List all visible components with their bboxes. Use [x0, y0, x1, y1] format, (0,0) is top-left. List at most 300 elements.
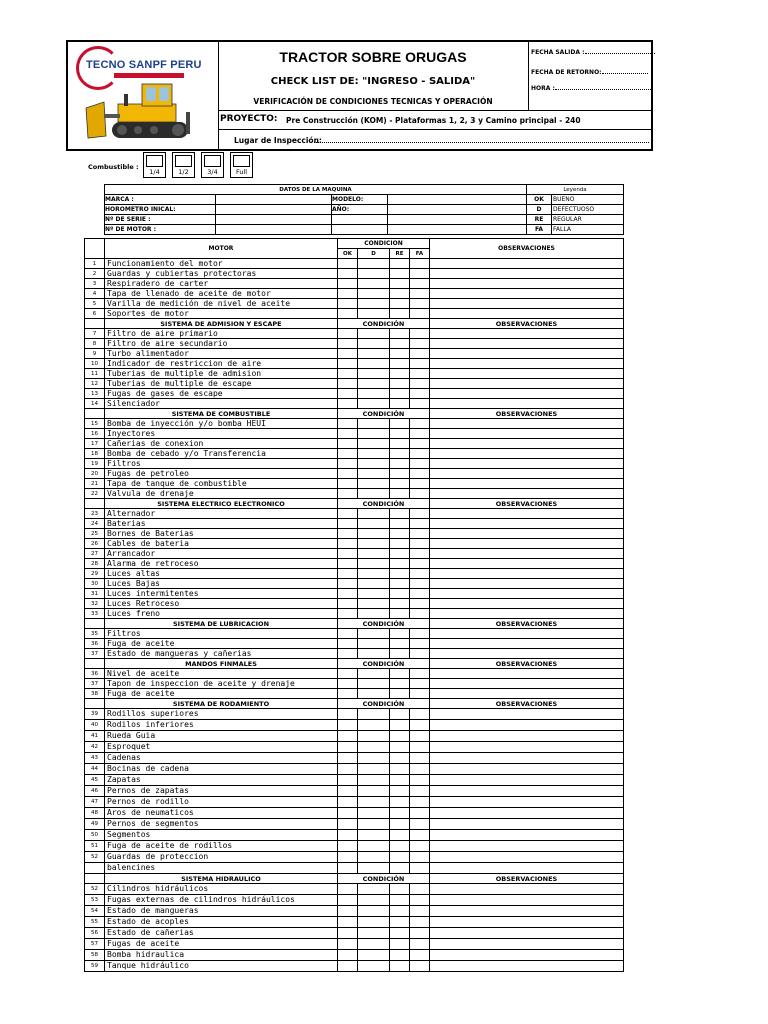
condition-ok-cell[interactable] [338, 569, 358, 579]
observation-cell[interactable] [430, 939, 624, 950]
condition-fa-cell[interactable] [410, 389, 430, 399]
condition-re-cell[interactable] [390, 852, 410, 863]
condition-ok-cell[interactable] [338, 808, 358, 819]
condition-fa-cell[interactable] [410, 459, 430, 469]
condition-d-cell[interactable] [358, 299, 390, 309]
condition-d-cell[interactable] [358, 469, 390, 479]
condition-d-cell[interactable] [358, 539, 390, 549]
condition-fa-cell[interactable] [410, 669, 430, 679]
condition-fa-cell[interactable] [410, 369, 430, 379]
modelo-input[interactable] [388, 195, 527, 205]
condition-d-cell[interactable] [358, 797, 390, 808]
condition-re-cell[interactable] [390, 419, 410, 429]
condition-d-cell[interactable] [358, 509, 390, 519]
condition-re-cell[interactable] [390, 489, 410, 499]
observation-cell[interactable] [430, 884, 624, 895]
condition-d-cell[interactable] [358, 841, 390, 852]
condition-re-cell[interactable] [390, 609, 410, 619]
condition-d-cell[interactable] [358, 863, 390, 874]
observation-cell[interactable] [430, 289, 624, 299]
condition-d-cell[interactable] [358, 529, 390, 539]
condition-ok-cell[interactable] [338, 841, 358, 852]
observation-cell[interactable] [430, 649, 624, 659]
condition-d-cell[interactable] [358, 950, 390, 961]
condition-fa-cell[interactable] [410, 449, 430, 459]
condition-ok-cell[interactable] [338, 349, 358, 359]
condition-re-cell[interactable] [390, 529, 410, 539]
condition-d-cell[interactable] [358, 309, 390, 319]
condition-re-cell[interactable] [390, 379, 410, 389]
observation-cell[interactable] [430, 309, 624, 319]
condition-fa-cell[interactable] [410, 479, 430, 489]
condition-d-cell[interactable] [358, 731, 390, 742]
condition-fa-cell[interactable] [410, 509, 430, 519]
condition-d-cell[interactable] [358, 830, 390, 841]
condition-d-cell[interactable] [358, 679, 390, 689]
observation-cell[interactable] [430, 549, 624, 559]
condition-ok-cell[interactable] [338, 639, 358, 649]
observation-cell[interactable] [430, 720, 624, 731]
condition-re-cell[interactable] [390, 339, 410, 349]
condition-fa-cell[interactable] [410, 917, 430, 928]
condition-d-cell[interactable] [358, 429, 390, 439]
condition-ok-cell[interactable] [338, 884, 358, 895]
condition-ok-cell[interactable] [338, 509, 358, 519]
observation-cell[interactable] [430, 419, 624, 429]
condition-d-cell[interactable] [358, 329, 390, 339]
condition-re-cell[interactable] [390, 669, 410, 679]
condition-ok-cell[interactable] [338, 299, 358, 309]
condition-ok-cell[interactable] [338, 689, 358, 699]
observation-cell[interactable] [430, 379, 624, 389]
condition-ok-cell[interactable] [338, 797, 358, 808]
condition-re-cell[interactable] [390, 449, 410, 459]
condition-d-cell[interactable] [358, 349, 390, 359]
condition-re-cell[interactable] [390, 731, 410, 742]
observation-cell[interactable] [430, 479, 624, 489]
condition-re-cell[interactable] [390, 819, 410, 830]
condition-d-cell[interactable] [358, 917, 390, 928]
condition-fa-cell[interactable] [410, 299, 430, 309]
condition-d-cell[interactable] [358, 389, 390, 399]
observation-cell[interactable] [430, 830, 624, 841]
observation-cell[interactable] [430, 359, 624, 369]
observation-cell[interactable] [430, 797, 624, 808]
condition-ok-cell[interactable] [338, 629, 358, 639]
condition-re-cell[interactable] [390, 679, 410, 689]
condition-fa-cell[interactable] [410, 559, 430, 569]
condition-ok-cell[interactable] [338, 469, 358, 479]
observation-cell[interactable] [430, 689, 624, 699]
condition-re-cell[interactable] [390, 459, 410, 469]
condition-d-cell[interactable] [358, 579, 390, 589]
observation-cell[interactable] [430, 589, 624, 599]
fuel-level-quarter[interactable]: 1/4 [143, 152, 166, 178]
condition-fa-cell[interactable] [410, 379, 430, 389]
condition-re-cell[interactable] [390, 928, 410, 939]
condition-re-cell[interactable] [390, 884, 410, 895]
condition-re-cell[interactable] [390, 720, 410, 731]
observation-cell[interactable] [430, 742, 624, 753]
condition-re-cell[interactable] [390, 569, 410, 579]
condition-d-cell[interactable] [358, 459, 390, 469]
horometro-input[interactable] [216, 205, 332, 215]
condition-ok-cell[interactable] [338, 852, 358, 863]
anio-input[interactable] [388, 205, 527, 215]
observation-cell[interactable] [430, 449, 624, 459]
condition-fa-cell[interactable] [410, 599, 430, 609]
condition-ok-cell[interactable] [338, 339, 358, 349]
observation-cell[interactable] [430, 679, 624, 689]
observation-cell[interactable] [430, 786, 624, 797]
condition-ok-cell[interactable] [338, 895, 358, 906]
inspection-place-row[interactable] [218, 130, 653, 149]
observation-cell[interactable] [430, 917, 624, 928]
condition-d-cell[interactable] [358, 906, 390, 917]
observation-cell[interactable] [430, 709, 624, 720]
condition-re-cell[interactable] [390, 369, 410, 379]
condition-fa-cell[interactable] [410, 539, 430, 549]
condition-fa-cell[interactable] [410, 819, 430, 830]
condition-re-cell[interactable] [390, 841, 410, 852]
observation-cell[interactable] [430, 569, 624, 579]
condition-ok-cell[interactable] [338, 906, 358, 917]
observation-cell[interactable] [430, 519, 624, 529]
observation-cell[interactable] [430, 731, 624, 742]
condition-ok-cell[interactable] [338, 529, 358, 539]
condition-ok-cell[interactable] [338, 775, 358, 786]
condition-d-cell[interactable] [358, 449, 390, 459]
condition-ok-cell[interactable] [338, 329, 358, 339]
condition-ok-cell[interactable] [338, 786, 358, 797]
serie-input[interactable] [216, 215, 332, 225]
condition-ok-cell[interactable] [338, 669, 358, 679]
observation-cell[interactable] [430, 539, 624, 549]
condition-d-cell[interactable] [358, 489, 390, 499]
condition-re-cell[interactable] [390, 479, 410, 489]
condition-fa-cell[interactable] [410, 469, 430, 479]
condition-re-cell[interactable] [390, 863, 410, 874]
condition-fa-cell[interactable] [410, 906, 430, 917]
condition-d-cell[interactable] [358, 884, 390, 895]
observation-cell[interactable] [430, 329, 624, 339]
condition-re-cell[interactable] [390, 429, 410, 439]
observation-cell[interactable] [430, 764, 624, 775]
condition-re-cell[interactable] [390, 589, 410, 599]
fuel-level-full[interactable]: Full [230, 152, 253, 178]
observation-cell[interactable] [430, 349, 624, 359]
condition-fa-cell[interactable] [410, 629, 430, 639]
condition-ok-cell[interactable] [338, 928, 358, 939]
condition-ok-cell[interactable] [338, 559, 358, 569]
condition-fa-cell[interactable] [410, 679, 430, 689]
condition-fa-cell[interactable] [410, 649, 430, 659]
hora-field[interactable]: HORA : [531, 83, 653, 92]
condition-re-cell[interactable] [390, 559, 410, 569]
condition-re-cell[interactable] [390, 439, 410, 449]
condition-ok-cell[interactable] [338, 579, 358, 589]
condition-ok-cell[interactable] [338, 289, 358, 299]
condition-ok-cell[interactable] [338, 961, 358, 972]
condition-ok-cell[interactable] [338, 939, 358, 950]
condition-d-cell[interactable] [358, 775, 390, 786]
condition-ok-cell[interactable] [338, 649, 358, 659]
condition-d-cell[interactable] [358, 369, 390, 379]
condition-ok-cell[interactable] [338, 519, 358, 529]
condition-fa-cell[interactable] [410, 639, 430, 649]
condition-d-cell[interactable] [358, 819, 390, 830]
condition-fa-cell[interactable] [410, 863, 430, 874]
condition-ok-cell[interactable] [338, 917, 358, 928]
condition-re-cell[interactable] [390, 509, 410, 519]
condition-re-cell[interactable] [390, 289, 410, 299]
condition-fa-cell[interactable] [410, 928, 430, 939]
condition-fa-cell[interactable] [410, 489, 430, 499]
condition-ok-cell[interactable] [338, 731, 358, 742]
condition-d-cell[interactable] [358, 720, 390, 731]
observation-cell[interactable] [430, 399, 624, 409]
observation-cell[interactable] [430, 369, 624, 379]
condition-re-cell[interactable] [390, 764, 410, 775]
condition-fa-cell[interactable] [410, 797, 430, 808]
condition-re-cell[interactable] [390, 389, 410, 399]
condition-re-cell[interactable] [390, 797, 410, 808]
condition-re-cell[interactable] [390, 549, 410, 559]
condition-d-cell[interactable] [358, 939, 390, 950]
observation-cell[interactable] [430, 599, 624, 609]
condition-ok-cell[interactable] [338, 389, 358, 399]
fuel-level-three-quarters[interactable]: 3/4 [201, 152, 224, 178]
condition-d-cell[interactable] [358, 259, 390, 269]
condition-re-cell[interactable] [390, 309, 410, 319]
condition-fa-cell[interactable] [410, 841, 430, 852]
condition-re-cell[interactable] [390, 961, 410, 972]
condition-fa-cell[interactable] [410, 529, 430, 539]
condition-d-cell[interactable] [358, 599, 390, 609]
condition-re-cell[interactable] [390, 469, 410, 479]
condition-re-cell[interactable] [390, 895, 410, 906]
condition-ok-cell[interactable] [338, 369, 358, 379]
observation-cell[interactable] [430, 841, 624, 852]
condition-d-cell[interactable] [358, 339, 390, 349]
condition-d-cell[interactable] [358, 439, 390, 449]
condition-ok-cell[interactable] [338, 279, 358, 289]
condition-ok-cell[interactable] [338, 379, 358, 389]
observation-cell[interactable] [430, 639, 624, 649]
condition-fa-cell[interactable] [410, 579, 430, 589]
condition-ok-cell[interactable] [338, 830, 358, 841]
observation-cell[interactable] [430, 852, 624, 863]
condition-d-cell[interactable] [358, 786, 390, 797]
condition-re-cell[interactable] [390, 950, 410, 961]
observation-cell[interactable] [430, 339, 624, 349]
condition-fa-cell[interactable] [410, 961, 430, 972]
condition-ok-cell[interactable] [338, 479, 358, 489]
condition-d-cell[interactable] [358, 359, 390, 369]
condition-d-cell[interactable] [358, 928, 390, 939]
condition-d-cell[interactable] [358, 709, 390, 720]
condition-fa-cell[interactable] [410, 753, 430, 764]
condition-re-cell[interactable] [390, 259, 410, 269]
condition-d-cell[interactable] [358, 549, 390, 559]
condition-ok-cell[interactable] [338, 709, 358, 720]
condition-re-cell[interactable] [390, 299, 410, 309]
condition-fa-cell[interactable] [410, 349, 430, 359]
condition-ok-cell[interactable] [338, 359, 358, 369]
condition-d-cell[interactable] [358, 961, 390, 972]
condition-fa-cell[interactable] [410, 259, 430, 269]
condition-re-cell[interactable] [390, 742, 410, 753]
condition-fa-cell[interactable] [410, 289, 430, 299]
condition-re-cell[interactable] [390, 830, 410, 841]
condition-re-cell[interactable] [390, 279, 410, 289]
condition-fa-cell[interactable] [410, 764, 430, 775]
fuel-level-half[interactable]: 1/2 [172, 152, 195, 178]
condition-re-cell[interactable] [390, 269, 410, 279]
condition-fa-cell[interactable] [410, 852, 430, 863]
condition-ok-cell[interactable] [338, 309, 358, 319]
condition-re-cell[interactable] [390, 349, 410, 359]
condition-d-cell[interactable] [358, 379, 390, 389]
fecha-salida-field[interactable]: FECHA SALIDA : [531, 47, 655, 56]
condition-re-cell[interactable] [390, 775, 410, 786]
condition-d-cell[interactable] [358, 279, 390, 289]
motor-input[interactable] [216, 225, 332, 235]
condition-fa-cell[interactable] [410, 775, 430, 786]
condition-ok-cell[interactable] [338, 863, 358, 874]
condition-d-cell[interactable] [358, 519, 390, 529]
condition-re-cell[interactable] [390, 906, 410, 917]
condition-fa-cell[interactable] [410, 731, 430, 742]
condition-d-cell[interactable] [358, 559, 390, 569]
condition-fa-cell[interactable] [410, 895, 430, 906]
condition-re-cell[interactable] [390, 599, 410, 609]
condition-ok-cell[interactable] [338, 609, 358, 619]
condition-ok-cell[interactable] [338, 259, 358, 269]
condition-d-cell[interactable] [358, 589, 390, 599]
condition-fa-cell[interactable] [410, 419, 430, 429]
condition-d-cell[interactable] [358, 639, 390, 649]
observation-cell[interactable] [430, 629, 624, 639]
observation-cell[interactable] [430, 863, 624, 874]
condition-ok-cell[interactable] [338, 720, 358, 731]
condition-ok-cell[interactable] [338, 742, 358, 753]
observation-cell[interactable] [430, 269, 624, 279]
condition-re-cell[interactable] [390, 639, 410, 649]
observation-cell[interactable] [430, 529, 624, 539]
condition-ok-cell[interactable] [338, 819, 358, 830]
condition-d-cell[interactable] [358, 649, 390, 659]
observation-cell[interactable] [430, 928, 624, 939]
condition-fa-cell[interactable] [410, 742, 430, 753]
condition-d-cell[interactable] [358, 753, 390, 764]
condition-d-cell[interactable] [358, 269, 390, 279]
condition-d-cell[interactable] [358, 399, 390, 409]
condition-fa-cell[interactable] [410, 950, 430, 961]
condition-fa-cell[interactable] [410, 429, 430, 439]
observation-cell[interactable] [430, 906, 624, 917]
condition-fa-cell[interactable] [410, 309, 430, 319]
condition-re-cell[interactable] [390, 329, 410, 339]
condition-ok-cell[interactable] [338, 439, 358, 449]
observation-cell[interactable] [430, 469, 624, 479]
condition-re-cell[interactable] [390, 519, 410, 529]
condition-re-cell[interactable] [390, 539, 410, 549]
observation-cell[interactable] [430, 808, 624, 819]
condition-ok-cell[interactable] [338, 753, 358, 764]
condition-fa-cell[interactable] [410, 399, 430, 409]
condition-re-cell[interactable] [390, 579, 410, 589]
condition-fa-cell[interactable] [410, 269, 430, 279]
condition-fa-cell[interactable] [410, 279, 430, 289]
condition-fa-cell[interactable] [410, 884, 430, 895]
observation-cell[interactable] [430, 489, 624, 499]
condition-d-cell[interactable] [358, 742, 390, 753]
condition-fa-cell[interactable] [410, 709, 430, 720]
condition-d-cell[interactable] [358, 895, 390, 906]
condition-re-cell[interactable] [390, 709, 410, 720]
observation-cell[interactable] [430, 579, 624, 589]
observation-cell[interactable] [430, 950, 624, 961]
condition-fa-cell[interactable] [410, 549, 430, 559]
condition-d-cell[interactable] [358, 669, 390, 679]
condition-ok-cell[interactable] [338, 429, 358, 439]
condition-re-cell[interactable] [390, 786, 410, 797]
observation-cell[interactable] [430, 669, 624, 679]
observation-cell[interactable] [430, 609, 624, 619]
observation-cell[interactable] [430, 753, 624, 764]
condition-fa-cell[interactable] [410, 569, 430, 579]
observation-cell[interactable] [430, 279, 624, 289]
condition-ok-cell[interactable] [338, 549, 358, 559]
condition-ok-cell[interactable] [338, 539, 358, 549]
fecha-retorno-field[interactable]: FECHA DE RETORNO: [531, 67, 648, 76]
observation-cell[interactable] [430, 459, 624, 469]
condition-ok-cell[interactable] [338, 449, 358, 459]
observation-cell[interactable] [430, 559, 624, 569]
condition-re-cell[interactable] [390, 753, 410, 764]
condition-re-cell[interactable] [390, 399, 410, 409]
condition-ok-cell[interactable] [338, 589, 358, 599]
condition-d-cell[interactable] [358, 689, 390, 699]
condition-d-cell[interactable] [358, 764, 390, 775]
observation-cell[interactable] [430, 259, 624, 269]
condition-re-cell[interactable] [390, 939, 410, 950]
condition-ok-cell[interactable] [338, 419, 358, 429]
condition-fa-cell[interactable] [410, 519, 430, 529]
condition-ok-cell[interactable] [338, 269, 358, 279]
condition-re-cell[interactable] [390, 629, 410, 639]
condition-ok-cell[interactable] [338, 599, 358, 609]
condition-fa-cell[interactable] [410, 720, 430, 731]
condition-re-cell[interactable] [390, 917, 410, 928]
condition-fa-cell[interactable] [410, 609, 430, 619]
condition-re-cell[interactable] [390, 649, 410, 659]
marca-input[interactable] [216, 195, 332, 205]
condition-ok-cell[interactable] [338, 489, 358, 499]
condition-fa-cell[interactable] [410, 689, 430, 699]
condition-d-cell[interactable] [358, 808, 390, 819]
condition-re-cell[interactable] [390, 689, 410, 699]
observation-cell[interactable] [430, 439, 624, 449]
observation-cell[interactable] [430, 961, 624, 972]
condition-ok-cell[interactable] [338, 950, 358, 961]
condition-fa-cell[interactable] [410, 339, 430, 349]
condition-re-cell[interactable] [390, 359, 410, 369]
condition-fa-cell[interactable] [410, 589, 430, 599]
condition-d-cell[interactable] [358, 569, 390, 579]
condition-d-cell[interactable] [358, 852, 390, 863]
